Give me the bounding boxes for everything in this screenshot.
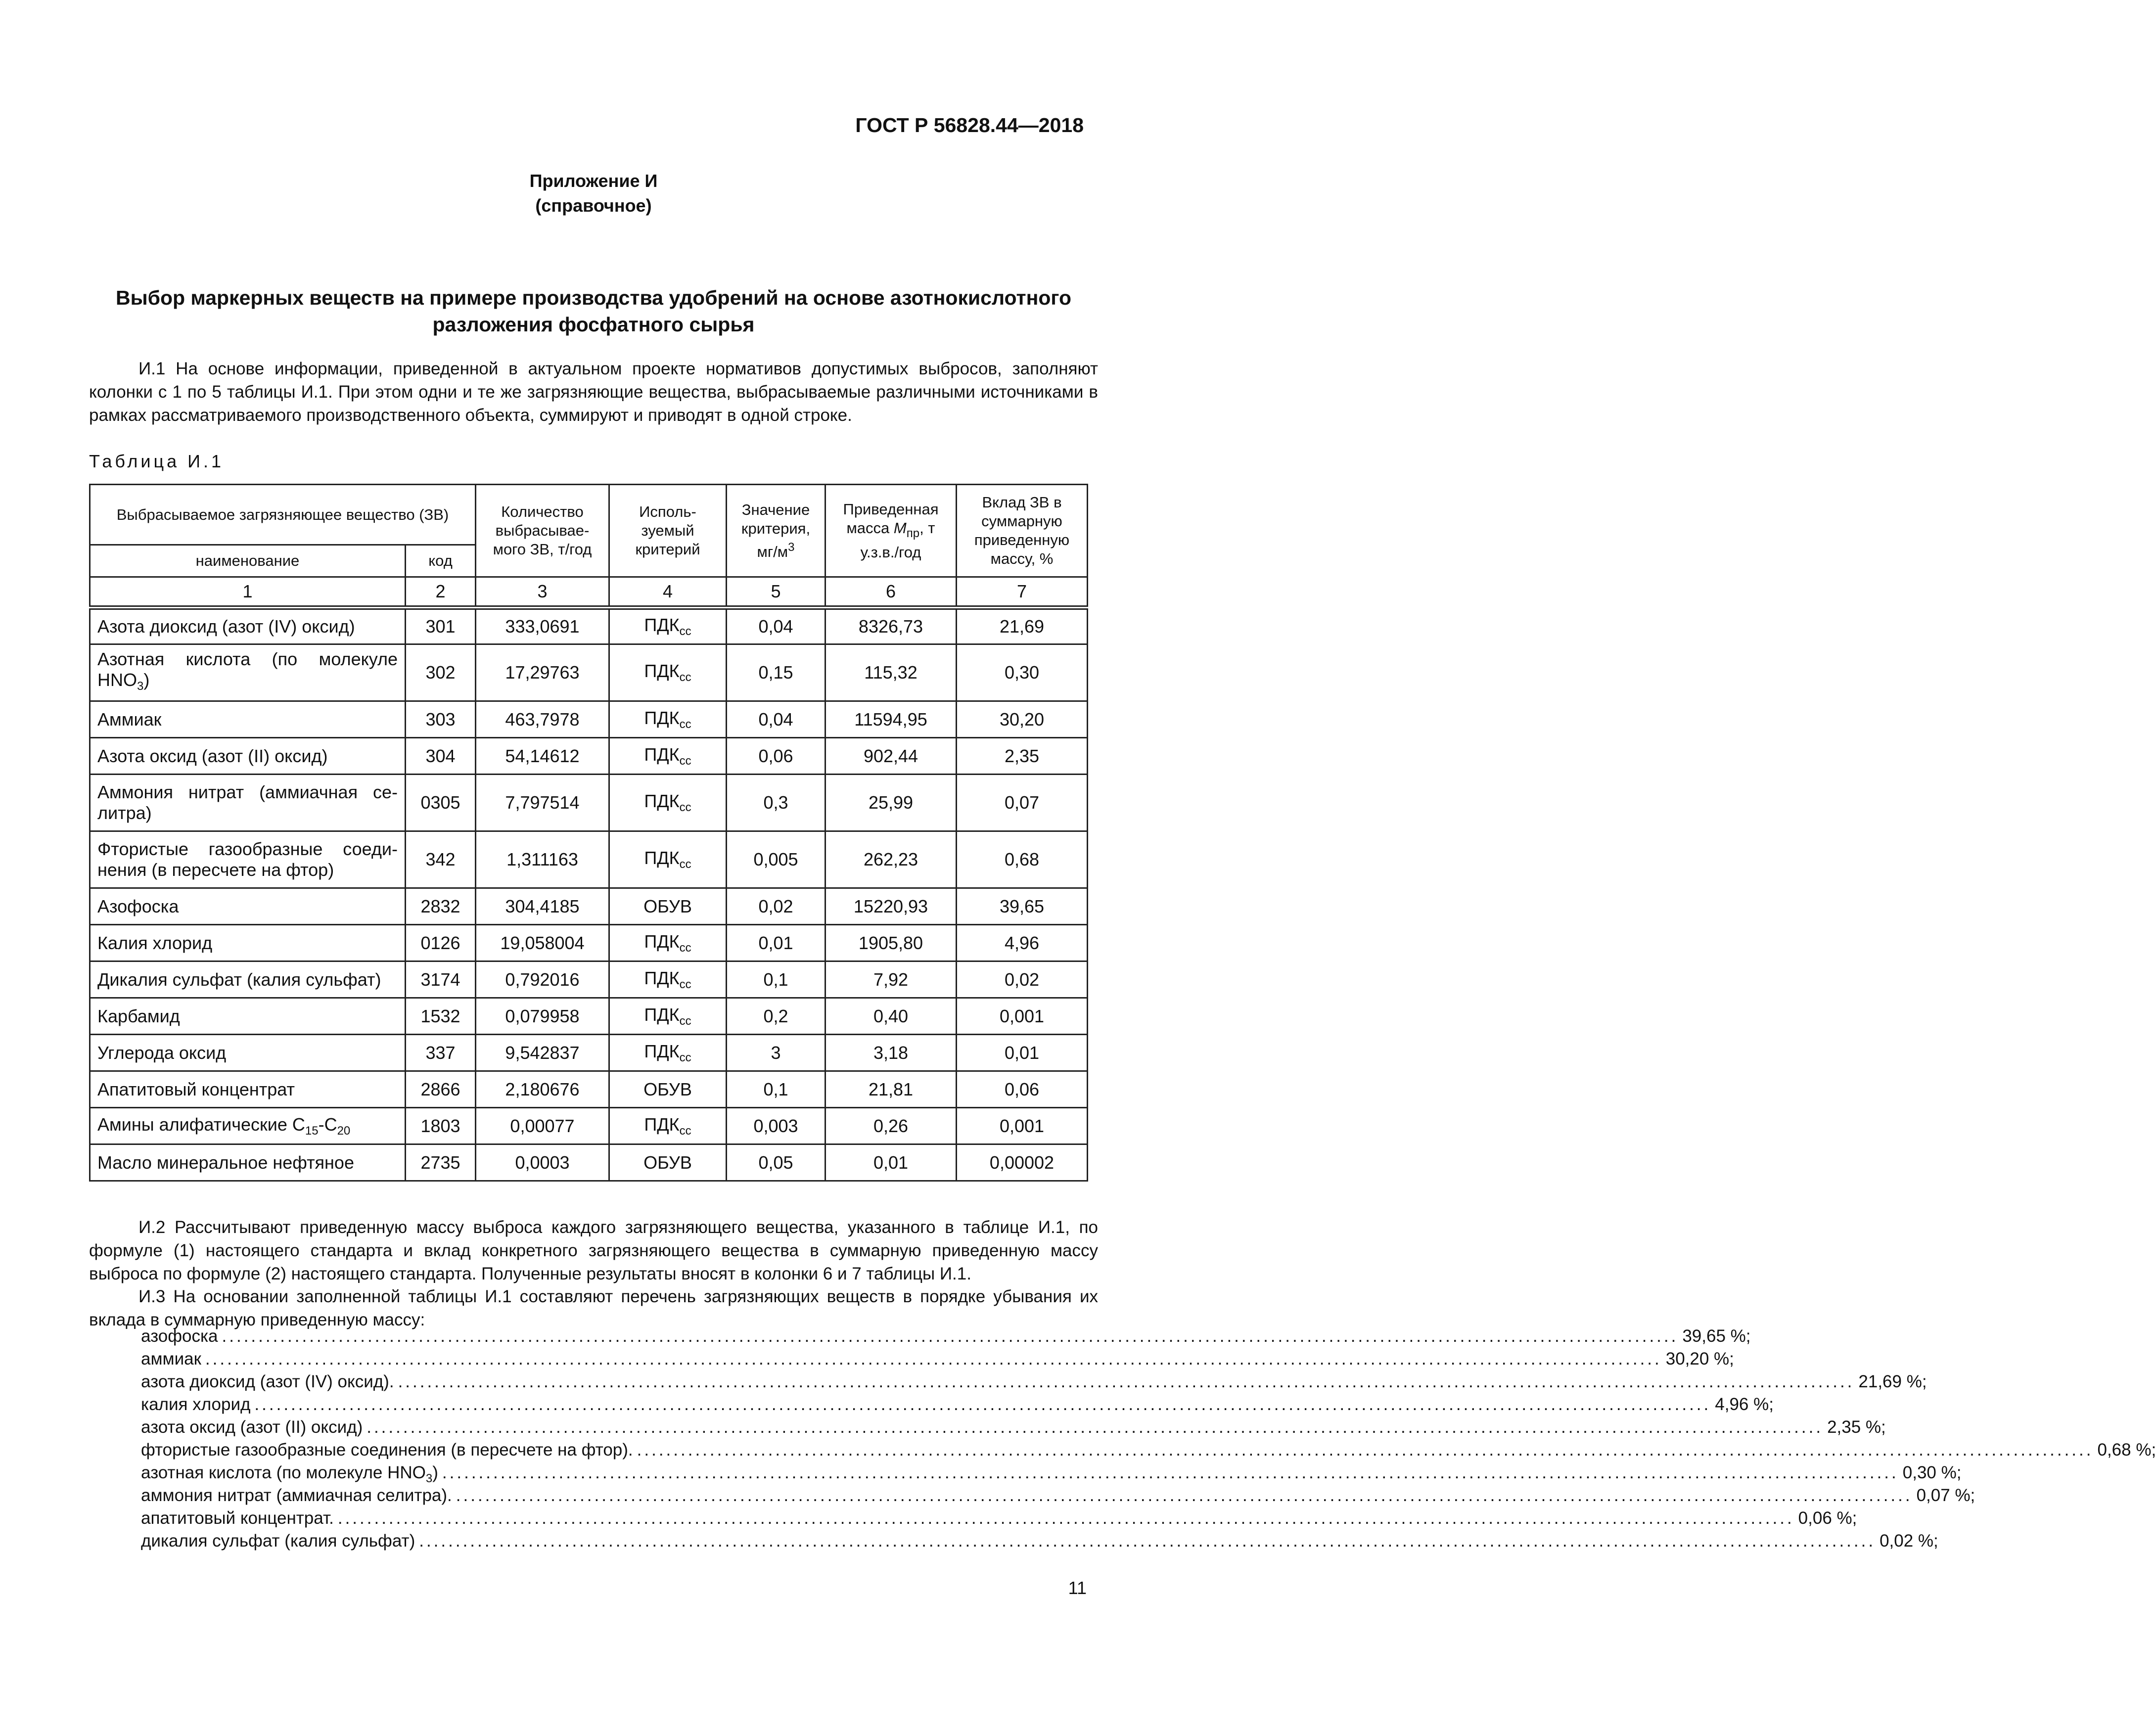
column-number: 3 <box>476 577 609 608</box>
list-item <box>141 1372 1927 1395</box>
section-title: Выбор маркерных веществ на примере производства удобрений на основе азотнокислотного разложения фосфатного сырья <box>116 286 1071 336</box>
list-item <box>141 1463 1962 1486</box>
list-item-name: апатитовый концентрат. <box>141 1508 334 1528</box>
cell-code: 302 <box>406 644 476 701</box>
cell-reduced-mass: 0,26 <box>826 1108 957 1144</box>
cell-reduced-mass: 15220,93 <box>826 888 957 925</box>
column-number: 6 <box>826 577 957 608</box>
cell-criterion-value: 0,1 <box>727 961 826 998</box>
table-row <box>90 1108 1088 1144</box>
cell-code: 301 <box>406 608 476 644</box>
cell-substance-name: Азофоска <box>90 888 406 925</box>
table-row <box>90 1144 1088 1181</box>
cell-share: 30,20 <box>957 701 1088 738</box>
list-item <box>141 1508 1857 1531</box>
cell-criterion-value: 0,06 <box>727 738 826 775</box>
cell-reduced-mass: 11594,95 <box>826 701 957 738</box>
cell-criterion: $ПДК_{сс}$ <box>609 775 727 831</box>
cell-criterion-value: 0,04 <box>727 701 826 738</box>
list-item-name: азофоска <box>141 1326 218 1346</box>
cell-share: 0,30 <box>957 644 1088 701</box>
list-item-name: фтористые газообразные соединения (в пересчете на фтор). <box>141 1440 633 1460</box>
leader-dots: ........................................................................................................................................................................................................ <box>456 1486 1913 1505</box>
cell-criterion-value: 0,15 <box>727 644 826 701</box>
cell-substance-name: Аммония нитрат (аммиачная се-литра) <box>90 775 406 831</box>
cell-substance-name: Азота диоксид (азот (IV) оксид) <box>90 608 406 644</box>
column-number: 5 <box>727 577 826 608</box>
header-code: код <box>406 545 476 577</box>
list-item-value: 0,07 %; <box>1916 1486 1975 1505</box>
cell-criterion: $ПДК_{сс}$ <box>609 925 727 961</box>
cell-code: 0305 <box>406 775 476 831</box>
list-item-name: азота оксид (азот (II) оксид) <box>141 1417 363 1437</box>
list-item-value: 21,69 %; <box>1858 1372 1927 1391</box>
table-row <box>90 1035 1088 1071</box>
cell-share: 0,07 <box>957 775 1088 831</box>
list-item-name: калия хлорид <box>141 1395 251 1414</box>
cell-criterion-value: 0,04 <box>727 608 826 644</box>
cell-amount: 0,792016 <box>476 961 609 998</box>
cell-share: 0,02 <box>957 961 1088 998</box>
leader-dots: ........................................................................................................................................................................................................ <box>337 1508 1794 1528</box>
cell-amount: 19,058004 <box>476 925 609 961</box>
page-number: 11 <box>1068 1578 1087 1598</box>
cell-criterion: $ПДК_{сс}$ <box>609 644 727 701</box>
cell-substance-name: Углерода оксид <box>90 1035 406 1071</box>
header-amount: Количество выбрасывае-мого ЗВ, т/год <box>476 485 609 577</box>
list-item-value: 4,96 %; <box>1715 1395 1774 1414</box>
cell-criterion-value: 0,003 <box>727 1108 826 1144</box>
table-row <box>90 738 1088 775</box>
column-number: 7 <box>957 577 1088 608</box>
cell-code: 2735 <box>406 1144 476 1181</box>
table-caption: Таблица И.1 <box>89 451 225 471</box>
cell-substance-name: Дикалия сульфат (калия сульфат) <box>90 961 406 998</box>
cell-amount: 54,14612 <box>476 738 609 775</box>
cell-amount: 463,7978 <box>476 701 609 738</box>
cell-substance-name: Калия хлорид <box>90 925 406 961</box>
list-item-name: азота диоксид (азот (IV) оксид). <box>141 1372 394 1391</box>
cell-substance-name: Апатитовый концентрат <box>90 1071 406 1108</box>
cell-code: 337 <box>406 1035 476 1071</box>
cell-criterion-value: 0,1 <box>727 1071 826 1108</box>
cell-substance-name: Аммиак <box>90 701 406 738</box>
cell-code: 1803 <box>406 1108 476 1144</box>
list-item-value: 0,02 %; <box>1880 1531 1938 1551</box>
cell-share: 0,06 <box>957 1071 1088 1108</box>
column-numbers-row <box>90 577 1088 608</box>
cell-code: 303 <box>406 701 476 738</box>
cell-share: 4,96 <box>957 925 1088 961</box>
cell-criterion: ОБУВ <box>609 888 727 925</box>
cell-criterion-value: 0,01 <box>727 925 826 961</box>
cell-code: 304 <box>406 738 476 775</box>
column-number: 4 <box>609 577 727 608</box>
leader-dots: ........................................................................................................................................................................................................ <box>254 1395 1711 1414</box>
list-item <box>141 1440 2156 1463</box>
cell-reduced-mass: 8326,73 <box>826 608 957 644</box>
cell-criterion: ОБУВ <box>609 1071 727 1108</box>
leader-dots: ........................................................................................................................................................................................................ <box>637 1440 2094 1460</box>
header-reduced-mass: Приведенная масса $М_{пр}$, т у.з.в./год <box>826 485 957 577</box>
cell-criterion-value: 0,005 <box>727 831 826 888</box>
cell-criterion: $ПДК_{сс}$ <box>609 608 727 644</box>
list-item-name: азотная кислота (по молекуле $HNO_3$) <box>141 1463 438 1485</box>
list-item <box>141 1349 1734 1372</box>
list-item-value: 2,35 %; <box>1827 1417 1886 1437</box>
cell-substance-name: Масло минеральное нефтяное <box>90 1144 406 1181</box>
header-share: Вклад ЗВ в суммарную приведенную массу, % <box>957 485 1088 577</box>
cell-amount: 7,797514 <box>476 775 609 831</box>
table-row <box>90 961 1088 998</box>
cell-reduced-mass: 25,99 <box>826 775 957 831</box>
cell-code: 342 <box>406 831 476 888</box>
cell-criterion: ОБУВ <box>609 1144 727 1181</box>
cell-reduced-mass: 115,32 <box>826 644 957 701</box>
leader-dots: ........................................................................................................................................................................................................ <box>222 1326 1679 1346</box>
list-item <box>141 1531 1938 1554</box>
cell-code: 1532 <box>406 998 476 1035</box>
cell-criterion-value: 0,2 <box>727 998 826 1035</box>
cell-criterion-value: 0,3 <box>727 775 826 831</box>
substance-ranking-list <box>141 1326 2156 1554</box>
list-item-value: 0,68 %; <box>2097 1440 2156 1460</box>
header-criterion-value: Значение критерия, $мг/м^3$ <box>727 485 826 577</box>
leader-dots: ........................................................................................................................................................................................................ <box>398 1372 1855 1391</box>
cell-reduced-mass: 0,40 <box>826 998 957 1035</box>
header-name: наименование <box>90 545 406 577</box>
cell-amount: 9,542837 <box>476 1035 609 1071</box>
header-substance: Выбрасываемое загрязняющее вещество (ЗВ) <box>90 485 476 545</box>
leader-dots: ........................................................................................................................................................................................................ <box>367 1417 1824 1437</box>
cell-substance-name: Фтористые газообразные соеди-нения (в пересчете на фтор) <box>90 831 406 888</box>
cell-reduced-mass: 262,23 <box>826 831 957 888</box>
appendix-title: Приложение И <box>529 171 658 191</box>
appendix-kind: (справочное) <box>535 195 652 216</box>
cell-reduced-mass: 902,44 <box>826 738 957 775</box>
list-item-value: 0,30 %; <box>1902 1463 1962 1482</box>
cell-criterion-value: 3 <box>727 1035 826 1071</box>
cell-share: 0,68 <box>957 831 1088 888</box>
table-row <box>90 888 1088 925</box>
emissions-table <box>89 484 1088 1182</box>
cell-share: 2,35 <box>957 738 1088 775</box>
cell-criterion: $ПДК_{сс}$ <box>609 1035 727 1071</box>
cell-share: 21,69 <box>957 608 1088 644</box>
cell-share: 0,01 <box>957 1035 1088 1071</box>
cell-criterion: $ПДК_{сс}$ <box>609 701 727 738</box>
list-item-value: 30,20 %; <box>1665 1349 1734 1369</box>
paragraph-2: И.2 Рассчитывают приведенную массу выброса каждого загрязняющего вещества, указанного в таблице И.1, по формуле (1) настоящего стандарта и вклад конкретного загрязняющего вещества в суммарную приведенную массу выброса по формуле (2) настоящего стандарта. Полученные результаты вносят в колонки 6 и 7 таблицы И.1. <box>89 1218 1098 1283</box>
list-item <box>141 1486 1975 1508</box>
cell-share: 0,001 <box>957 1108 1088 1144</box>
header-criterion: Исполь-зуемый критерий <box>609 485 727 577</box>
list-item-value: 0,06 %; <box>1798 1508 1857 1528</box>
cell-amount: 1,311163 <box>476 831 609 888</box>
cell-amount: 0,00077 <box>476 1108 609 1144</box>
cell-reduced-mass: 7,92 <box>826 961 957 998</box>
leader-dots: ........................................................................................................................................................................................................ <box>205 1349 1662 1369</box>
cell-reduced-mass: 1905,80 <box>826 925 957 961</box>
list-item-value: 39,65 %; <box>1682 1326 1751 1346</box>
list-item-name: дикалия сульфат (калия сульфат) <box>141 1531 415 1551</box>
cell-amount: 0,079958 <box>476 998 609 1035</box>
column-number: 2 <box>406 577 476 608</box>
cell-amount: 2,180676 <box>476 1071 609 1108</box>
cell-substance-name: Амины алифатические $С_{15}-С_{20}$ <box>90 1108 406 1144</box>
cell-criterion-value: 0,05 <box>727 1144 826 1181</box>
leader-dots: ........................................................................................................................................................................................................ <box>442 1463 1899 1482</box>
cell-substance-name: Азота оксид (азот (II) оксид) <box>90 738 406 775</box>
cell-code: 2866 <box>406 1071 476 1108</box>
cell-amount: 304,4185 <box>476 888 609 925</box>
cell-substance-name: Карбамид <box>90 998 406 1035</box>
standard-number: ГОСТ Р 56828.44—2018 <box>855 114 1084 137</box>
cell-amount: 17,29763 <box>476 644 609 701</box>
column-number: 1 <box>90 577 406 608</box>
cell-criterion: $ПДК_{сс}$ <box>609 1108 727 1144</box>
table-row <box>90 925 1088 961</box>
cell-criterion: $ПДК_{сс}$ <box>609 998 727 1035</box>
table-row <box>90 701 1088 738</box>
cell-criterion: $ПДК_{сс}$ <box>609 831 727 888</box>
cell-code: 0126 <box>406 925 476 961</box>
cell-amount: 0,0003 <box>476 1144 609 1181</box>
table-row <box>90 775 1088 831</box>
leader-dots: ........................................................................................................................................................................................................ <box>419 1531 1876 1551</box>
table-row <box>90 644 1088 701</box>
table-body <box>90 608 1088 1181</box>
cell-criterion: $ПДК_{сс}$ <box>609 961 727 998</box>
cell-code: 2832 <box>406 888 476 925</box>
cell-code: 3174 <box>406 961 476 998</box>
cell-reduced-mass: 0,01 <box>826 1144 957 1181</box>
list-item-name: аммония нитрат (аммиачная селитра). <box>141 1486 452 1505</box>
cell-share: 39,65 <box>957 888 1088 925</box>
cell-share: 0,001 <box>957 998 1088 1035</box>
cell-share: 0,00002 <box>957 1144 1088 1181</box>
paragraph-3: И.3 На основании заполненной таблицы И.1 составляют перечень загрязняющих веществ в порядке убывания их вклада в суммарную приведенную массу: <box>89 1287 1098 1329</box>
table-row <box>90 831 1088 888</box>
list-item <box>141 1326 1751 1349</box>
list-item <box>141 1417 1886 1440</box>
cell-amount: 333,0691 <box>476 608 609 644</box>
table-row <box>90 1071 1088 1108</box>
cell-reduced-mass: 21,81 <box>826 1071 957 1108</box>
list-item <box>141 1395 1774 1417</box>
cell-reduced-mass: 3,18 <box>826 1035 957 1071</box>
cell-substance-name: Азотная кислота (по молекуле $HNO_3$) <box>90 644 406 701</box>
table-row <box>90 608 1088 644</box>
paragraph-1: И.1 На основе информации, приведенной в актуальном проекте нормативов допустимых выбросов, заполняют колонки с 1 по 5 таблицы И.1. При этом одни и те же загрязняющие вещества, выбрасываемые различными источниками в рамках рассматриваемого производственного объекта, суммируют и приводят в одной строке. <box>89 359 1098 425</box>
list-item-name: аммиак <box>141 1349 201 1369</box>
cell-criterion: $ПДК_{сс}$ <box>609 738 727 775</box>
cell-criterion-value: 0,02 <box>727 888 826 925</box>
table-row <box>90 998 1088 1035</box>
